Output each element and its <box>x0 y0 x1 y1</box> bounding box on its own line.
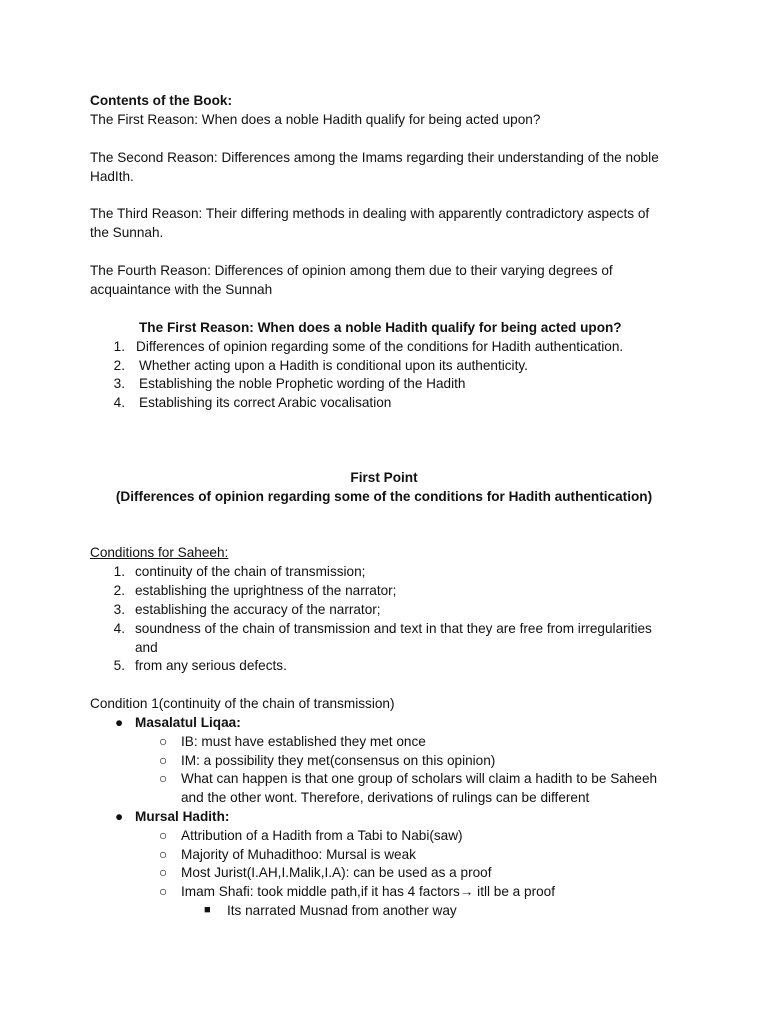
saheeh-num-2: 2. <box>113 583 125 598</box>
mursal-sub-item-1: Its narrated Musnad from another way <box>227 903 457 918</box>
mursal-item-2: Majority of Muhadithoo: Mursal is weak <box>181 847 416 862</box>
first-reason-item-4: Establishing its correct Arabic vocalisation <box>139 395 392 410</box>
mursal-item-4: Imam Shafi: took middle path,if it has 4 factors→ itll be a proof <box>181 884 556 899</box>
first-reason-item-3: Establishing the noble Prophetic wording of the Hadith <box>139 376 466 391</box>
masalatul-title: Masalatul Liqaa: <box>135 715 241 730</box>
saheeh-heading: Conditions for Saheeh: <box>90 545 229 560</box>
square-bullet-icon: ■ <box>204 904 211 916</box>
circle-bullet-icon: ○ <box>159 828 168 843</box>
saheeh-item-4: soundness of the chain of transmission and text in that they are free from irregularities <box>135 621 652 636</box>
contents-line-3a: The Third Reason: Their differing methods in dealing with apparently contradictory aspects of <box>90 206 650 221</box>
masalatul-item-3: What can happen is that one group of scholars will claim a hadith to be Saheeh <box>181 771 658 786</box>
mursal-title: Mursal Hadith: <box>135 809 230 824</box>
first-reason-title: The First Reason: When does a noble Hadith qualify for being acted upon? <box>139 320 622 335</box>
bullet-icon: ● <box>115 809 124 824</box>
condition1-heading: Condition 1(continuity of the chain of transmission) <box>90 696 395 711</box>
contents-line-2b: HadIth. <box>90 169 134 184</box>
circle-bullet-icon: ○ <box>159 847 168 862</box>
masalatul-item-3-cont: and the other wont. Therefore, derivations of rulings can be different <box>181 790 590 805</box>
first-point-subtitle: (Differences of opinion regarding some of the conditions for Hadith authentication) <box>115 489 653 504</box>
first-reason-num-1: 1. <box>113 339 125 354</box>
circle-bullet-icon: ○ <box>159 734 168 749</box>
contents-line-3b: the Sunnah. <box>90 225 164 240</box>
first-point-title: First Point <box>350 470 418 485</box>
contents-line-2a: The Second Reason: Differences among the Imams regarding their understanding of the noble <box>90 150 659 165</box>
first-reason-num-2: 2. <box>113 358 125 373</box>
contents-line-1: The First Reason: When does a noble Hadith qualify for being acted upon? <box>90 112 541 127</box>
contents-line-4b: acquaintance with the Sunnah <box>90 282 273 297</box>
saheeh-item-2: establishing the uprightness of the narrator; <box>135 583 397 598</box>
saheeh-item-4-cont: and <box>135 640 158 655</box>
first-reason-item-2: Whether acting upon a Hadith is conditional upon its authenticity. <box>139 358 528 373</box>
first-reason-num-3: 3. <box>113 376 125 391</box>
first-reason-item-1: Differences of opinion regarding some of the conditions for Hadith authentication. <box>136 339 624 354</box>
contents-line-4a: The Fourth Reason: Differences of opinion among them due to their varying degrees of <box>90 263 613 278</box>
circle-bullet-icon: ○ <box>159 865 168 880</box>
saheeh-num-5: 5. <box>113 658 125 673</box>
saheeh-num-4: 4. <box>113 621 125 636</box>
circle-bullet-icon: ○ <box>159 753 168 768</box>
saheeh-item-5: from any serious defects. <box>135 658 287 673</box>
saheeh-num-3: 3. <box>113 602 125 617</box>
saheeh-num-1: 1. <box>113 564 125 579</box>
saheeh-item-3: establishing the accuracy of the narrator; <box>135 602 381 617</box>
masalatul-item-1: IB: must have established they met once <box>181 734 426 749</box>
mursal-item-3: Most Jurist(I.AH,I.Malik,I.A): can be used as a proof <box>181 865 492 880</box>
circle-bullet-icon: ○ <box>159 771 168 786</box>
first-reason-num-4: 4. <box>113 395 125 410</box>
saheeh-item-1: continuity of the chain of transmission; <box>135 564 366 579</box>
circle-bullet-icon: ○ <box>159 884 168 899</box>
contents-heading: Contents of the Book: <box>90 93 232 108</box>
mursal-item-1: Attribution of a Hadith from a Tabi to Nabi(saw) <box>181 828 463 843</box>
masalatul-item-2: IM: a possibility they met(consensus on this opinion) <box>181 753 496 768</box>
bullet-icon: ● <box>115 715 124 730</box>
